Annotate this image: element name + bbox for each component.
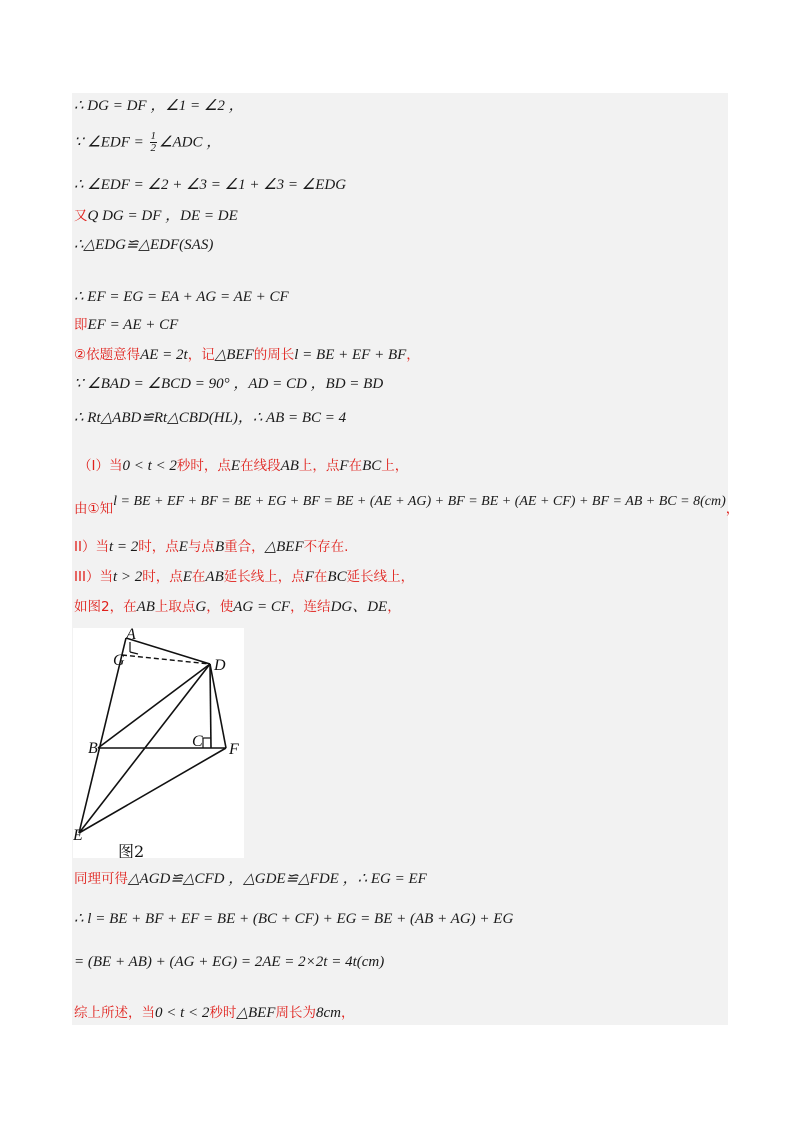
line-13: II）当t = 2时，点E与点B重合，△BEF不存在. [74,539,349,555]
label-G: G [113,652,125,669]
segment-DF [210,664,226,748]
line-14: III）当t > 2时，点E在AB延长线上，点F在BC延长线上， [74,569,415,585]
line-1: ∴ DG = DF ，∠1 = ∠2 ， [74,98,244,114]
line-10: ∴ Rt△ABD≌Rt△CBD(HL)，∴ AB = BC = 4 [74,410,347,426]
line-8: ②依题意得AE = 2t，记△BEF的周长l = BE + EF + BF， [74,347,420,363]
line-12: 由①知l = BE + EF + BF = BE + EG + BF = BE + (AE + AG) + BF = BE + (AE + CF) + BF = AB + BC = 8(cm)， [74,494,740,517]
label-C: C [192,733,203,750]
segment-EF [79,748,226,833]
line-2: ∵ ∠EDF = $\frac{1}{2}$ ∠ADC ， [74,130,222,154]
figure-svg [73,628,244,858]
label-D: D [214,657,226,674]
line-15: 如图2，在AB上取点G，使AG = CF，连结DG、DE， [74,599,401,615]
line-4: 又Q DG = DF ，DE = DE [74,208,238,224]
label-E: E [73,827,83,844]
label-A: A [126,628,136,643]
line-19: 综上所述，当0 < t < 2秒时△BEF周长为8cm， [74,1005,355,1021]
right-angle-A-h [130,652,138,654]
geometry-figure-2 [73,628,244,858]
label-B: B [88,740,98,757]
line-17: ∴ l = BE + BF + EF = BE + (BC + CF) + EG = BE + (AB + AG) + EG [74,911,514,927]
line-11: （I）当0 < t < 2秒时，点E在线段AB上，点F在BC上， [78,458,409,474]
figure-caption: 图2 [118,842,145,858]
segment-DC [210,664,211,748]
line-3: ∴ ∠EDF = ∠2 + ∠3 = ∠1 + ∠3 = ∠EDG [74,177,347,193]
fraction-one-half: $\frac{1}{2}$ [150,130,157,154]
line-5: ∴△EDG≌△EDF(SAS) [74,237,214,253]
line-9: ∵ ∠BAD = ∠BCD = 90° ，AD = CD ，BD = BD [74,376,384,392]
line-16: 同理可得△AGD≌△CFD ，△GDE≌△FDE ，∴ EG = EF [74,871,427,887]
segment-AD [126,638,210,664]
line-7: 即EF = AE + CF [74,317,179,333]
label-F: F [229,741,239,758]
line-6: ∴ EF = EG = EA + AG = AE + CF [74,289,289,305]
line-18: = (BE + AB) + (AG + EG) = 2AE = 2×2t = 4t(cm) [74,954,385,970]
